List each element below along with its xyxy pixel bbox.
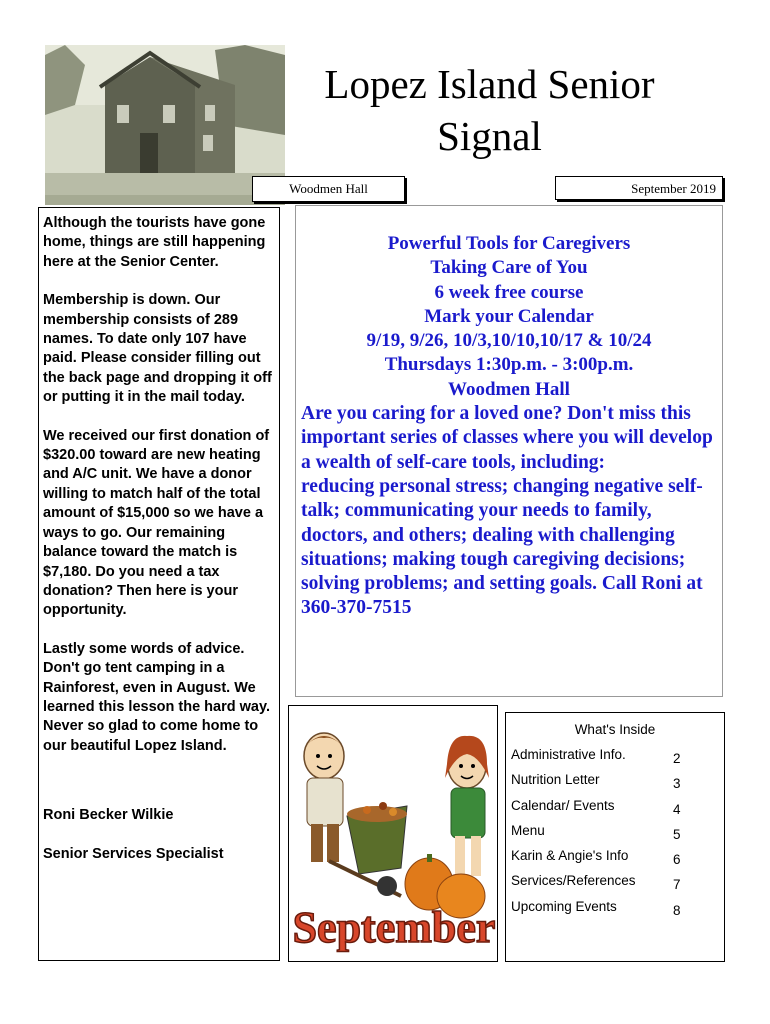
toc-page: 4 [673, 801, 681, 817]
course-intro: Are you caring for a loved one? Don't miss this important series of classes where you will develop a wealth of self-care tools, including: [301, 403, 713, 473]
course-topics: reducing personal stress; changing negative self-talk; communicating your needs to family, doctors, and others; dealing with challenging situations; making tough caregiving decisions; solving problems; and setting goals. Call Roni at 360-370-7515 [301, 475, 703, 619]
september-clipart [288, 705, 498, 962]
caregiver-course-announcement [295, 205, 723, 697]
toc-label: Services/References [511, 873, 636, 889]
letter-paragraph: Membership is down. Our membership consists of 289 names. To date only 107 have paid. Please consider filling out the back page and dropping it off or putting it in the mail today. [43, 292, 272, 406]
letter-paragraph: We received our first donation of $320.00 toward are new heating and A/C unit. We have a donor willing to match half of the total amount of $15,000 so we have a ways to go. Our remaining balance toward the match is $7,180. Do you need a tax donation? Then here is your opportunity. [43, 427, 270, 619]
whats-inside-heading: What's Inside [574, 722, 656, 737]
toc-item[interactable] [506, 823, 724, 848]
course-line: Thursdays 1:30p.m. - 3:00p.m. [384, 354, 634, 376]
signature-title: Senior Services Specialist [43, 845, 224, 862]
toc-page: 7 [673, 877, 681, 893]
course-line: Woodmen Hall [448, 378, 570, 400]
toc-item[interactable] [506, 798, 724, 823]
director-letter [38, 207, 280, 961]
newsletter-title [262, 58, 717, 162]
course-heading [296, 232, 722, 402]
letter-paragraph: Lastly some words of advice. Don't go tent camping in a Rainforest, even in August. We learned this lesson the hard way. Never so glad to come home to our beautiful Lopez Island. [43, 640, 270, 754]
toc-label: Menu [511, 822, 545, 838]
toc-label: Administrative Info. [511, 747, 626, 762]
toc-page: 5 [673, 826, 681, 842]
toc-page: 8 [673, 902, 681, 918]
woodmen-hall-photo [45, 45, 285, 205]
toc-label: Karin & Angie's Info [511, 848, 629, 864]
toc-label: Calendar/ Events [511, 797, 615, 813]
september-word-art: September [292, 903, 496, 952]
course-line: 9/19, 9/26, 10/3,10/10,10/17 & 10/24 [366, 330, 652, 352]
toc-item[interactable] [506, 848, 724, 873]
toc-item[interactable] [506, 747, 724, 772]
toc-label: Upcoming Events [511, 898, 617, 914]
course-line: Taking Care of You [430, 257, 588, 279]
course-line: Mark your Calendar [424, 305, 594, 327]
location-tag: Woodmen Hall [252, 176, 405, 202]
toc-label: Nutrition Letter [511, 772, 600, 788]
title-line-1: Lopez Island Senior [324, 61, 655, 107]
toc-page: 6 [673, 852, 681, 868]
toc-item[interactable] [506, 899, 724, 924]
toc-page: 3 [673, 776, 681, 792]
course-line: 6 week free course [434, 281, 584, 303]
course-description [296, 402, 722, 621]
signature-name: Roni Becker Wilkie [43, 807, 174, 824]
toc-item[interactable] [506, 772, 724, 797]
toc-page: 2 [673, 751, 681, 766]
course-line: Powerful Tools for Caregivers [387, 233, 631, 254]
letter-paragraph: Although the tourists have gone home, things are still happening here at the Senior Center. [43, 215, 266, 270]
toc-item[interactable] [506, 873, 724, 898]
whats-inside-box [505, 712, 725, 962]
date-tag: September 2019 [555, 176, 723, 200]
title-line-2: Signal [437, 113, 542, 159]
